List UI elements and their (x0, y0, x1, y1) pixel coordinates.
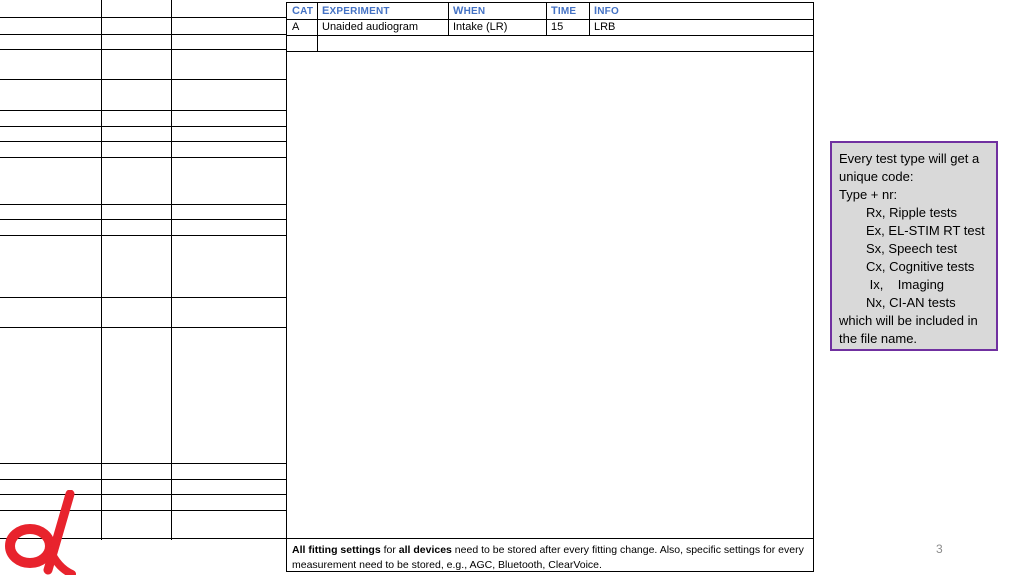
grid-hline (0, 463, 290, 464)
grid-hline (0, 110, 290, 111)
header-when: WHEN (448, 3, 546, 19)
grid-hline (0, 297, 290, 298)
table-row (287, 35, 813, 52)
footer-bold-1: All fitting settings (292, 544, 381, 556)
grid-hline (0, 34, 290, 35)
grid-hline (0, 126, 290, 127)
header-experiment: EXPERIMENT (317, 3, 448, 19)
note-item: Nx, CI-AN tests (866, 295, 956, 310)
footer-text-4: need to be stored after every fitting change. Also, specific settings for every measurement need to be stored, e.g., AGC, Bluetooth, ClearVoice. (292, 544, 804, 571)
header-time: TIME (546, 3, 589, 19)
grid-hline (0, 219, 290, 220)
note-outro: which will be included in the file name. (839, 313, 978, 346)
grid-vline (171, 0, 172, 540)
footer-bold-2: all devices (398, 544, 452, 556)
table-row (287, 19, 813, 36)
page-number: 3 (936, 542, 943, 556)
note-item: Cx, Cognitive tests (866, 259, 975, 274)
table-header-row (287, 3, 813, 20)
note-item: Rx, Ripple tests (866, 205, 958, 220)
note-item: Ex, EL-STIM RT test (866, 223, 985, 238)
grid-hline (0, 141, 290, 142)
grid-hline (0, 49, 290, 50)
cell-experiment: Unaided audiogram (317, 19, 448, 35)
grid-hline (0, 479, 290, 480)
cell-when: Intake (LR) (448, 19, 546, 35)
header-cat: CAT (292, 5, 314, 17)
grid-vline (101, 0, 102, 540)
grid-hline (0, 17, 290, 18)
grid-hline (0, 79, 290, 80)
note-intro: Every test type will get a unique code: (839, 151, 980, 184)
footer-text-2: for (380, 544, 399, 556)
grid-hline (0, 204, 290, 205)
grid-hline (0, 157, 290, 158)
note-type-line: Type + nr: (839, 187, 898, 202)
grid-hline (0, 327, 290, 328)
table-footer-divider (287, 538, 813, 539)
note-item: Sx, Speech test (866, 241, 958, 256)
cell-info: LRB (589, 19, 813, 35)
header-info: INFO (589, 3, 813, 19)
cell-time: 15 (546, 19, 589, 35)
fitting-settings-note (292, 543, 812, 573)
cell-cat-empty (287, 35, 317, 51)
test-code-note (830, 141, 998, 351)
grid-hline (0, 235, 290, 236)
alpha-logo-icon (0, 490, 78, 575)
note-item: Ix, Imaging (866, 277, 945, 292)
experiment-table (286, 2, 814, 572)
cell-empty (317, 35, 813, 51)
cell-cat: A (292, 21, 300, 33)
